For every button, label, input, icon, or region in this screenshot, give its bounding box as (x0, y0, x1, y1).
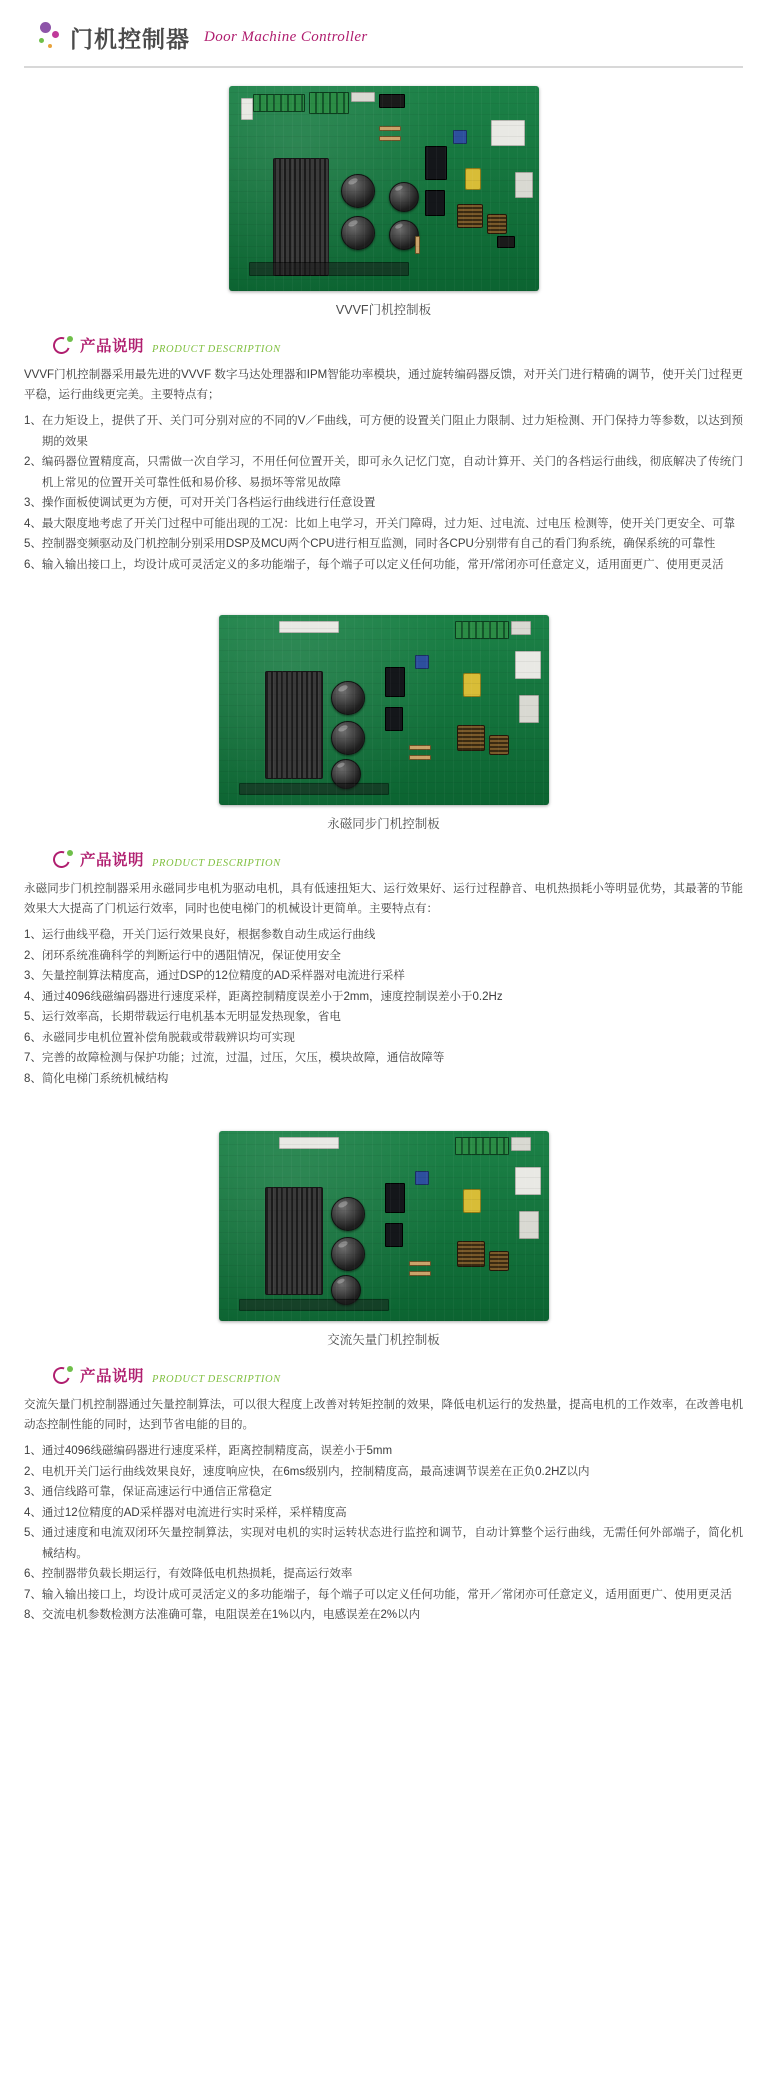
list-item: 4、 最大限度地考虑了开关门过程中可能出现的工况：比如上电学习，开关门障碍，过力矩、过电流、过电压 检测等，使开关门更安全、可靠 (24, 517, 736, 530)
section-title-en-2: PRODUCT DESCRIPTION (152, 858, 281, 869)
pcb-image-ac-vector (219, 1131, 549, 1321)
list-item: 1、 在力矩设上，提供了开、关门可分别对应的不同的V／F曲线，可方便的设置关门阻止力限制、过力矩检测、开门保持力等参数，以达到预期的效果 (24, 415, 743, 448)
list-item: 7、 完善的故障检测与保护功能；过流，过温，过压，欠压，模块故障，通信故障等 (24, 1052, 445, 1065)
product-photo-2 (24, 615, 743, 805)
section-title-cn-3: 产品说明 (80, 1368, 145, 1385)
page-header (0, 0, 767, 62)
product-points-3 (24, 1441, 743, 1625)
product-caption-1: VVVF门机控制板 (335, 303, 432, 317)
section-header-1 (52, 334, 743, 356)
section-title-cn-2: 产品说明 (80, 852, 145, 869)
list-item: 3、 操作面板使调试更为方便，可对开关门各档运行曲线进行任意设置 (24, 497, 376, 510)
swirl-icon (52, 1366, 72, 1386)
section-title-en-1: PRODUCT DESCRIPTION (152, 344, 281, 355)
list-item: 1、 通过4096线磁编码器进行速度采样，距离控制精度高，误差小于5mm (24, 1445, 393, 1458)
list-item: 1、 运行曲线平稳，开关门运行效果良好，根据参数自动生成运行曲线 (24, 929, 376, 942)
pcb-image-vvvf (229, 86, 539, 291)
list-item: 4、 通过12位精度的AD采样器对电流进行实时采样，采样精度高 (24, 1506, 347, 1519)
list-item: 7、 输入输出接口上，均设计成可灵活定义的多功能端子，每个端子可以定义任何功能，常开／常闭亦可任意定义，适用面更广、使用更灵活 (24, 1588, 732, 1601)
list-item: 6、 输入输出接口上，均设计成可灵活定义的多功能端子，每个端子可以定义任何功能，常开/常闭亦可任意定义，适用面更广、使用更灵活 (24, 558, 724, 571)
list-item: 6、 永磁同步电机位置补偿角脱载或带载辨识均可实现 (24, 1031, 295, 1044)
product-intro-2: 永磁同步门机控制器采用永磁同步电机为驱动电机，具有低速扭矩大、运行效果好、运行过程静音、电机热损耗小等明显优势，其最著的节能效果大大提高了门机运行效率，同时也使电梯门的机械设计更简单。主要特点有： (24, 883, 743, 916)
section-header-3 (52, 1364, 743, 1386)
product-points-2 (24, 925, 743, 1089)
product-section-1 (0, 68, 767, 575)
product-intro-1: VVVF门机控制器采用最先进的VVVF 数字马达处理器和IPM智能功率模块，通过旋转编码器反馈，对开关门进行精确的调节，使开关门过程更平稳，运行曲线更完美。主要特点有； (24, 369, 743, 402)
list-item: 8、 交流电机参数检测方法准确可靠，电阻误差在1%以内，电感误差在2%以内 (24, 1609, 421, 1621)
product-section-2 (0, 575, 767, 1089)
list-item: 6、 控制器带负载长期运行，有效降低电机热损耗，提高运行效率 (24, 1568, 353, 1581)
product-points-1 (24, 411, 743, 575)
page-title-english: Door Machine Controller (204, 28, 368, 45)
product-caption-2: 永磁同步门机控制板 (327, 817, 440, 831)
list-item: 2、 编码器位置精度高，只需做一次自学习，不用任何位置开关，即可永久记忆门宽，自动计算开、关门的各档运行曲线，彻底解决了传统门机上常见的位置开关可靠性低和易价移、易损坏等常见故障 (24, 456, 743, 489)
section-title-cn-1: 产品说明 (80, 338, 145, 355)
product-section-3 (0, 1089, 767, 1625)
list-item: 2、 闭环系统准确科学的判断运行中的遇阻情况，保证使用安全 (24, 949, 341, 962)
list-item: 5、 通过速度和电流双闭环矢量控制算法，实现对电机的实时运转状态进行监控和调节，自动计算整个运行曲线，无需任何外部端子，简化机械结构。 (24, 1527, 743, 1560)
pcb-image-pmsm (219, 615, 549, 805)
swirl-icon (52, 850, 72, 870)
page-title: 门机控制器 (70, 25, 190, 52)
list-item: 3、 通信线路可靠，保证高速运行中通信正常稳定 (24, 1486, 272, 1499)
product-photo-1 (24, 86, 743, 291)
colored-dots-logo-icon (34, 20, 64, 54)
list-item: 3、 矢量控制算法精度高，通过DSP的12位精度的AD采样器对电流进行采样 (24, 970, 405, 983)
list-item: 8、 简化电梯门系统机械结构 (24, 1072, 169, 1085)
swirl-icon (52, 336, 72, 356)
section-title-en-3: PRODUCT DESCRIPTION (152, 1374, 281, 1385)
list-item: 5、 运行效率高，长期带载运行电机基本无明显发热现象，省电 (24, 1011, 341, 1024)
list-item: 4、 通过4096线磁编码器进行速度采样，距离控制精度误差小于2mm，速度控制误差小于0.2Hz (24, 990, 503, 1003)
product-photo-3 (24, 1131, 743, 1321)
product-caption-3: 交流矢量门机控制板 (327, 1333, 440, 1347)
list-item: 5、 控制器变频驱动及门机控制分别采用DSP及MCU两个CPU进行相互监测，同时各CPU分别带有自己的看门狗系统，确保系统的可靠性 (24, 538, 716, 551)
product-intro-3: 交流矢量门机控制器通过矢量控制算法，可以很大程度上改善对转矩控制的效果，降低电机运行的发热量，提高电机的工作效率，在改善电机动态控制性能的同时，达到节省电能的目的。 (24, 1399, 743, 1432)
list-item: 2、 电机开关门运行曲线效果良好，速度响应快，在6ms级别内，控制精度高，最高速调节误差在正负0.2HZ以内 (24, 1465, 590, 1478)
section-header-2 (52, 848, 743, 870)
